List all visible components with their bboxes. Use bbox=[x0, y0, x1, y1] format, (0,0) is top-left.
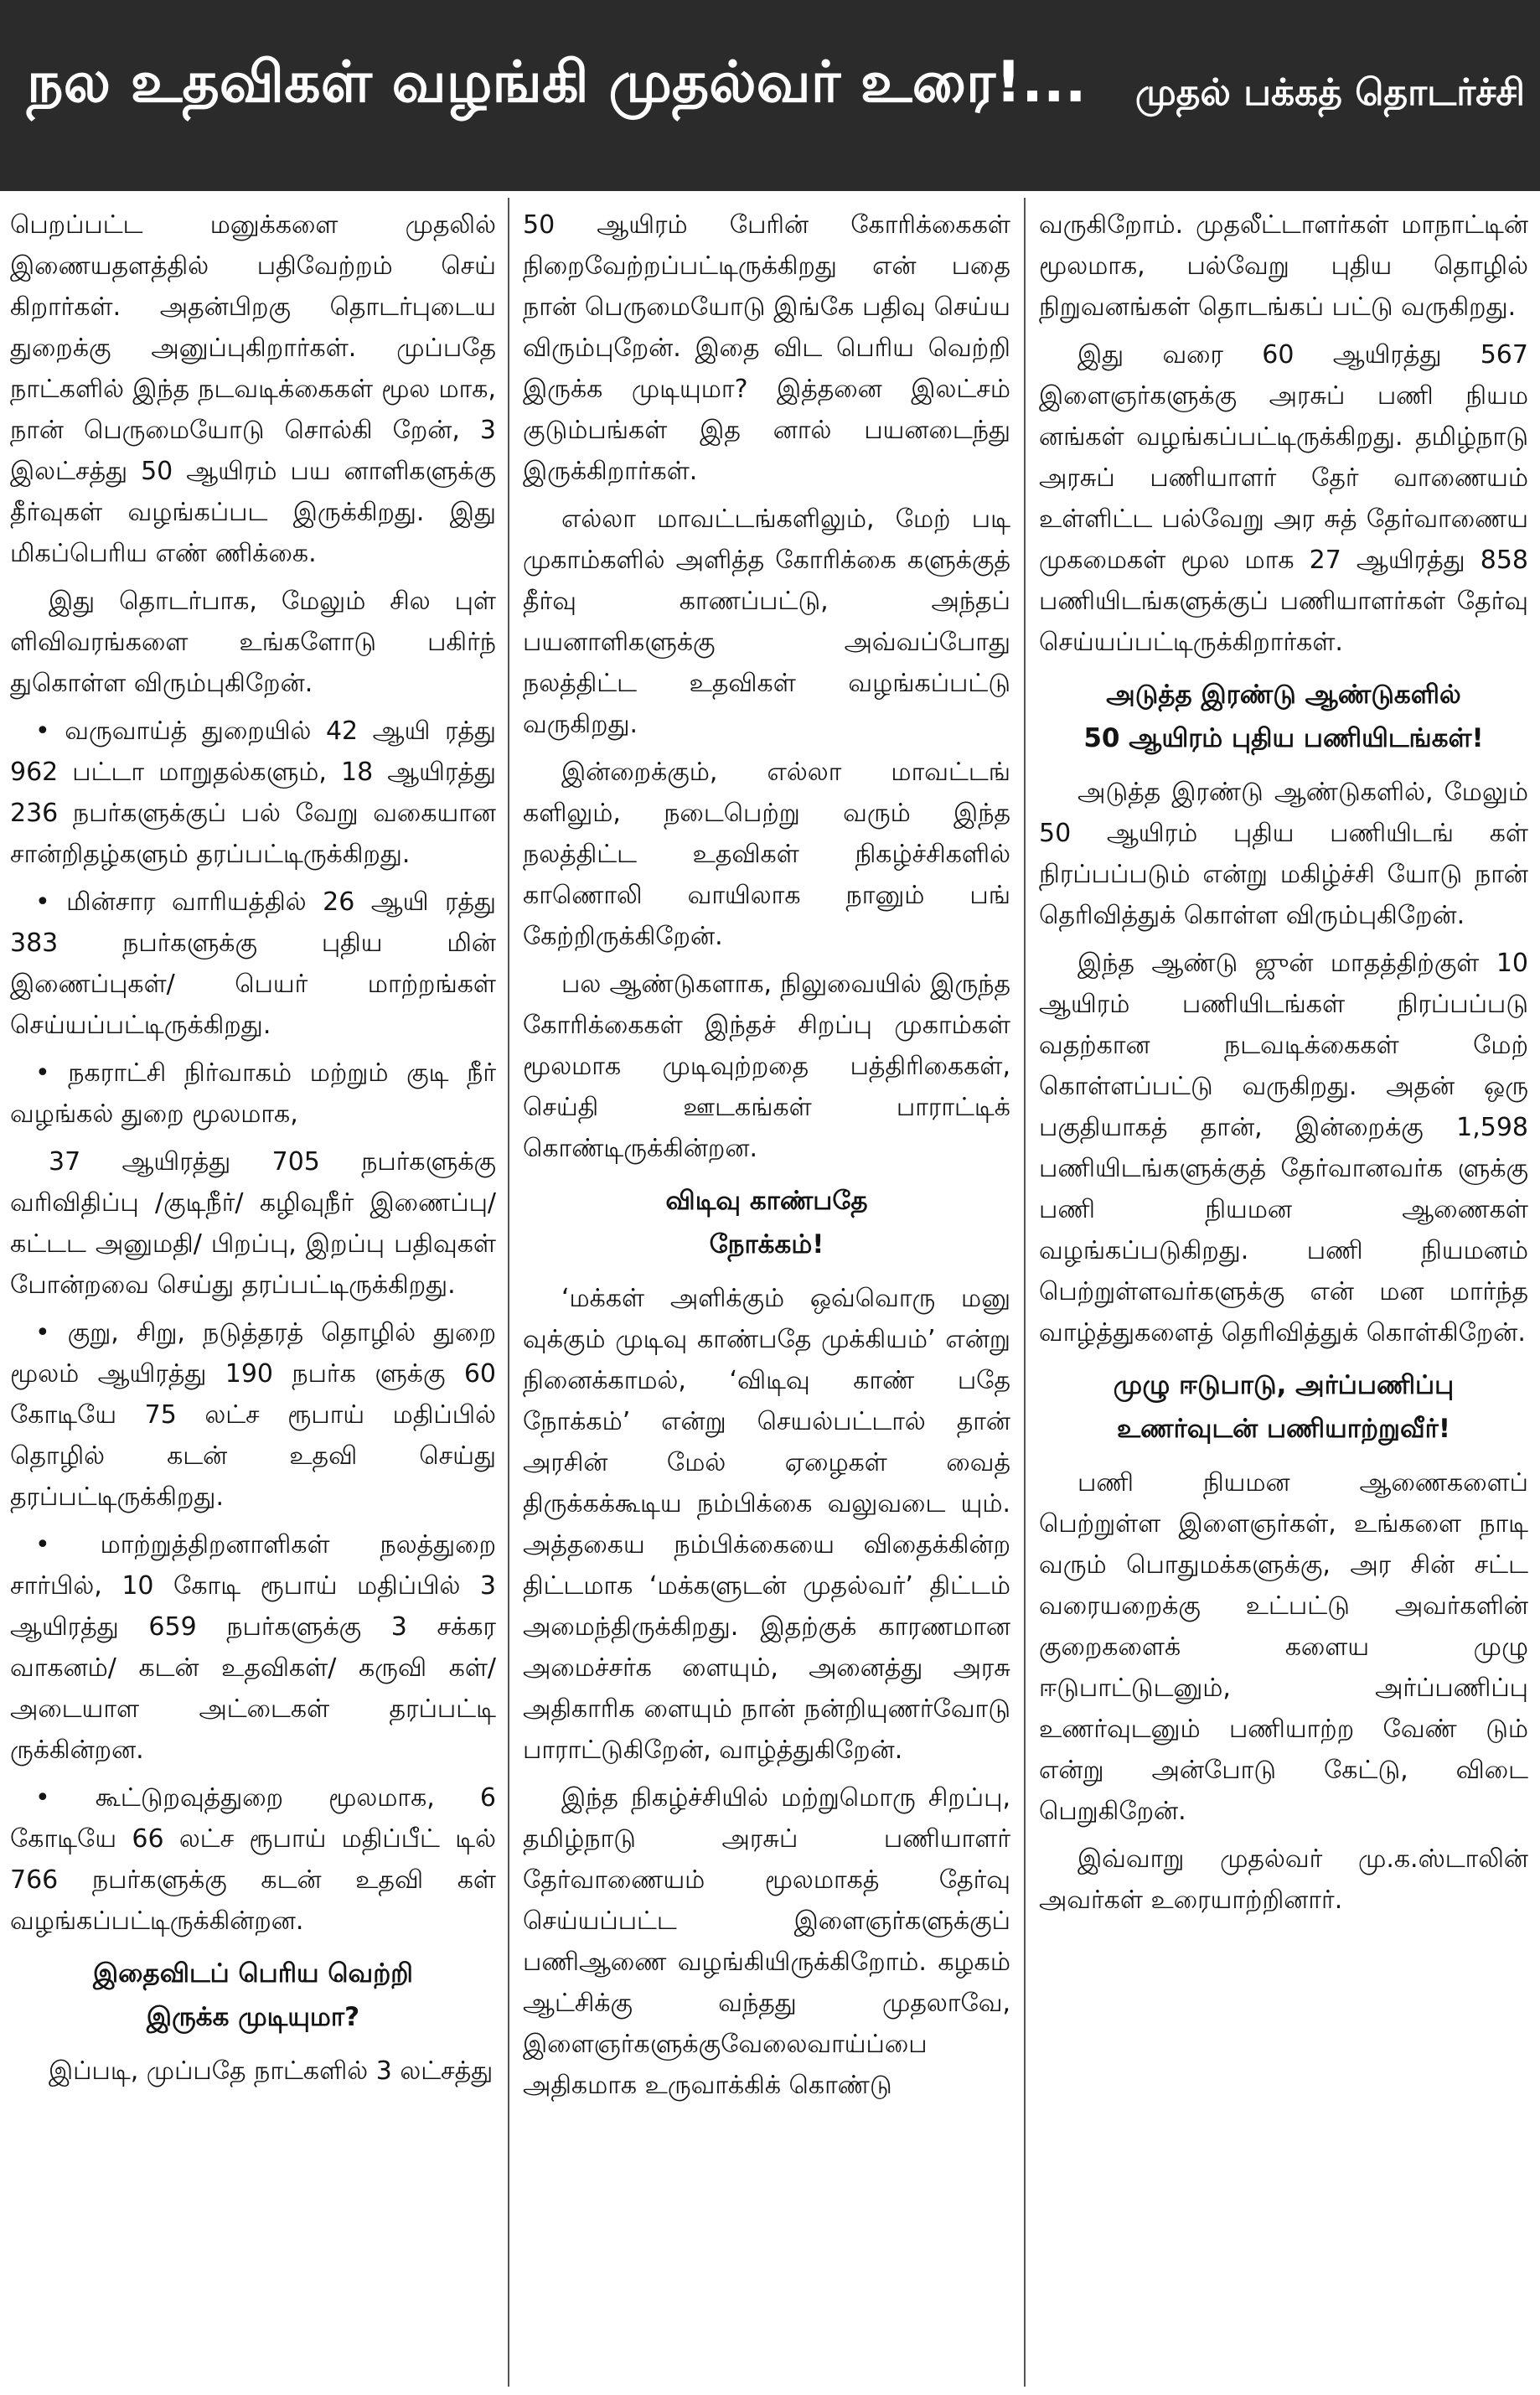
bullet-item: • வருவாய்த் துறையில் 42 ஆயி ரத்து 962 பட்டா மாறுதல்களும், 18 ஆயிரத்து 236 நபர்களுக்குப் பல் வேறு வகையான சான்றிதழ்களும் தரப்பட்டிருக்கிறது. bbox=[10, 716, 496, 869]
subheading-line: அடுத்த இரண்டு ஆண்டுகளில் bbox=[1106, 680, 1461, 710]
paragraph: இந்த நிகழ்ச்சியில் மற்றுமொரு சிறப்பு, தமிழ்நாடு அரசுப் பணியாளர் தேர்வாணையம் மூலமாகத் தேர்வு செய்யப்பட்ட இளைஞர்களுக்குப் பணிஆணை வழங்கியிருக்கிறோம். கழகம் ஆட்சிக்கு வந்தது முதலாவே, இளைஞர்களுக்குவேலைவாய்ப்பை அதிகமாக உருவாக்கிக் கொண்டு bbox=[523, 1783, 1010, 2100]
article-column-2 bbox=[523, 204, 1010, 2387]
paragraph: இன்றைக்கும், எல்லா மாவட்டங் களிலும், நடைபெற்று வரும் இந்த நலத்திட்ட உதவிகள் நிகழ்ச்சிகளில் காணொலி வாயிலாக நானும் பங் கேற்றிருக்கிறேன். bbox=[523, 758, 1010, 951]
paragraph: இது வரை 60 ஆயிரத்து 567 இளைஞர்களுக்கு அரசுப் பணி நியம னங்கள் வழங்கப்பட்டிருக்கிறது. தமிழ்நாடு அரசுப் பணியாளர் தேர் வாணையம் உள்ளிட்ட பல்வேறு அர சுத் தேர்வாணைய முகமைகள் மூல மாக 27 ஆயிரத்து 858 பணியிடங்களுக்குப் பணியாளர்கள் தேர்வு செய்யப்பட்டிருக்கிறார்கள். bbox=[1039, 340, 1528, 657]
column-divider bbox=[1024, 198, 1026, 2387]
paragraph: 50 ஆயிரம் பேரின் கோரிக்கைகள் நிறைவேற்றப்பட்டிருக்கிறது என் பதை நான் பெருமையோடு இங்கே பதிவு செய்ய விரும்புறேன். இதை விட பெரிய வெற்றி இருக்க முடியுமா? இத்தனை இலட்சம் குடும்பங்கள் இத னால் பயனடைந்து இருக்கிறார்கள். bbox=[523, 210, 1010, 486]
subheading-line: உணர்வுடன் பணியாற்றுவீர்! bbox=[1117, 1414, 1450, 1444]
paragraph: வருகிறோம். முதலீட்டாளர்கள் மாநாட்டின் மூலமாக, பல்வேறு புதிய தொழில் நிறுவனங்கள் தொடங்கப் பட்டு வருகிறது. bbox=[1039, 210, 1528, 322]
subheading-line: இதைவிடப் பெரிய வெற்றி bbox=[93, 1958, 413, 1989]
headline: நல உதவிகள் வழங்கி முதல்வர் உரை!... bbox=[27, 49, 1087, 116]
continuation-label: முதல் பக்கத் தொடர்ச்சி bbox=[1134, 71, 1525, 114]
paragraph: பல ஆண்டுகளாக, நிலுவையில் இருந்த கோரிக்கைகள் இந்தச் சிறப்பு முகாம்கள் மூலமாக முடிவுற்றதை பத்திரிகைகள், செய்தி ஊடகங்கள் பாராட்டிக் கொண்டிருக்கின்றன. bbox=[523, 970, 1010, 1163]
bullet-item: • குறு, சிறு, நடுத்தரத் தொழில் துறை மூலம் ஆயிரத்து 190 நபர்க ளுக்கு 60 கோடியே 75 லட்ச ரூபாய் மதிப்பில் தொழில் கடன் உதவி செய்து தரப்பட்டிருக்கிறது. bbox=[10, 1318, 496, 1512]
bullet-continuation: 37 ஆயிரத்து 705 நபர்களுக்கு வரிவிதிப்பு /குடிநீர்/ கழிவுநீர் இணைப்பு/ கட்டட அனுமதி/ பிறப்பு, இறப்பு பதிவுகள் போன்றவை செய்து தரப்பட்டிருக்கிறது. bbox=[10, 1147, 496, 1300]
subheading-line: நோக்கம்! bbox=[709, 1229, 824, 1260]
headline-banner bbox=[0, 0, 1540, 191]
paragraph: இது தொடர்பாக, மேலும் சில புள் ளிவிவரங்களை உங்களோடு பகிர்ந் துகொள்ள விரும்புகிறேன். bbox=[10, 587, 496, 698]
subheading-line: முழு ஈடுபாடு, அர்ப்பணிப்பு bbox=[1113, 1370, 1455, 1400]
subheading bbox=[10, 1952, 496, 2039]
bullet-item: • நகராட்சி நிர்வாகம் மற்றும் குடி நீர் வழங்கல் துறை மூலமாக, bbox=[10, 1058, 496, 1129]
subheading-line: இருக்க முடியுமா? bbox=[146, 2002, 360, 2032]
article-column-1 bbox=[10, 204, 496, 2387]
bullet-item: • மின்சார வாரியத்தில் 26 ஆயி ரத்து 383 நபர்களுக்கு புதிய மின் இணைப்புகள்/ பெயர் மாற்றங்கள் செய்யப்பட்டிருக்கிறது. bbox=[10, 887, 496, 1040]
subheading-line: விடிவு காண்பதே bbox=[665, 1186, 868, 1216]
bullet-item: • கூட்டுறவுத்துறை மூலமாக, 6 கோடியே 66 லட்ச ரூபாய் மதிப்பீட் டில் 766 நபர்களுக்கு கடன் உதவி கள் வழங்கப்பட்டிருக்கின்றன. bbox=[10, 1783, 496, 1936]
subheading bbox=[523, 1179, 1010, 1266]
paragraph: இப்படி, முப்பதே நாட்களில் 3 லட்சத்து bbox=[49, 2056, 494, 2086]
paragraph: எல்லா மாவட்டங்களிலும், மேற் படி முகாம்களில் அளித்த கோரிக்கை களுக்குத் தீர்வு காணப்பட்டு, அந்தப் பயனாளிகளுக்கு அவ்வப்போது நலத்திட்ட உதவிகள் வழங்கப்பட்டு வருகிறது. bbox=[523, 504, 1010, 739]
paragraph: பணி நியமன ஆணைகளைப் பெற்றுள்ள இளைஞர்கள், உங்களை நாடி வரும் பொதுமக்களுக்கு, அர சின் சட்ட வரையறைக்கு உட்பட்டு அவர்களின் குறைகளைக் களைய முழு ஈடுபாட்டுடனும், அர்ப்பணிப்பு உணர்வுடனும் பணியாற்ற வேண் டும் என்று அன்போடு கேட்டு, விடை பெறுகிறேன். bbox=[1039, 1468, 1528, 1826]
subheading-line: 50 ஆயிரம் புதிய பணியிடங்கள்! bbox=[1083, 723, 1484, 753]
paragraph: பெறப்பட்ட மனுக்களை முதலில் இணையதளத்தில் பதிவேற்றம் செய் கிறார்கள். அதன்பிறகு தொடர்புடைய துறைக்கு அனுப்புகிறார்கள். முப்பதே நாட்களில் இந்த நடவடிக்கைகள் மூல மாக, நான் பெருமையோடு சொல்கி றேன், 3 இலட்சத்து 50 ஆயிரம் பய னாளிகளுக்கு தீர்வுகள் வழங்கப்பட இருக்கிறது. இது மிகப்பெரிய எண் ணிக்கை. bbox=[10, 210, 496, 568]
article-column-3 bbox=[1039, 204, 1528, 2387]
paragraph: அடுத்த இரண்டு ஆண்டுகளில், மேலும் 50 ஆயிரம் புதிய பணியிடங் கள் நிரப்பப்படும் என்று மகிழ்ச்சி யோடு நான் தெரிவித்துக் கொள்ள விரும்புகிறேன். bbox=[1039, 778, 1528, 930]
paragraph: இந்த ஆண்டு ஜுன் மாதத்திற்குள் 10 ஆயிரம் பணியிடங்கள் நிரப்பப்படு வதற்கான நடவடிக்கைகள் மேற் கொள்ளப்பட்டு வருகிறது. அதன் ஒரு பகுதியாகத் தான், இன்றைக்கு 1,598 பணியிடங்களுக்குத் தேர்வானவர்க ளுக்கு பணி நியமன ஆணைகள் வழங்கப்படுகிறது. பணி நியமனம் பெற்றுள்ளவர்களுக்கு என் மன மார்ந்த வாழ்த்துகளைத் தெரிவித்துக் கொள்கிறேன். bbox=[1039, 949, 1528, 1348]
bullet-item: • மாற்றுத்திறனாளிகள் நலத்துறை சார்பில், 10 கோடி ரூபாய் மதிப்பில் 3 ஆயிரத்து 659 நபர்களுக்கு 3 சக்கர வாகனம்/ கடன் உதவிகள்/ கருவி கள்/அடையாள அட்டைகள் தரப்பட்டி ருக்கின்றன. bbox=[10, 1530, 496, 1765]
paragraph: இவ்வாறு முதல்வர் மு.க.ஸ்டாலின் அவர்கள் உரையாற்றினார். bbox=[1039, 1844, 1528, 1915]
subheading bbox=[1039, 673, 1528, 760]
column-divider bbox=[508, 198, 509, 2387]
subheading bbox=[1039, 1363, 1528, 1451]
paragraph: ‘மக்கள் அளிக்கும் ஒவ்வொரு மனு வுக்கும் முடிவு காண்பதே முக்கியம்’ என்று நினைக்காமல், ‘விடிவு காண் பதே நோக்கம்’ என்று செயல்பட்டால் தான் அரசின் மேல் ஏழைகள் வைத் திருக்கக்கூடிய நம்பிக்கை வலுவடை யும். அத்தகைய நம்பிக்கையை விதைக்கின்ற திட்டமாக ‘மக்களுடன் முதல்வர்’ திட்டம் அமைந்திருக்கிறது. இதற்குக் காரணமான அமைச்சர்க ளையும், அனைத்து அரசு அதிகாரிக ளையும் நான் நன்றியுணர்வோடு பாராட்டுகிறேன், வாழ்த்துகிறேன். bbox=[523, 1284, 1010, 1765]
